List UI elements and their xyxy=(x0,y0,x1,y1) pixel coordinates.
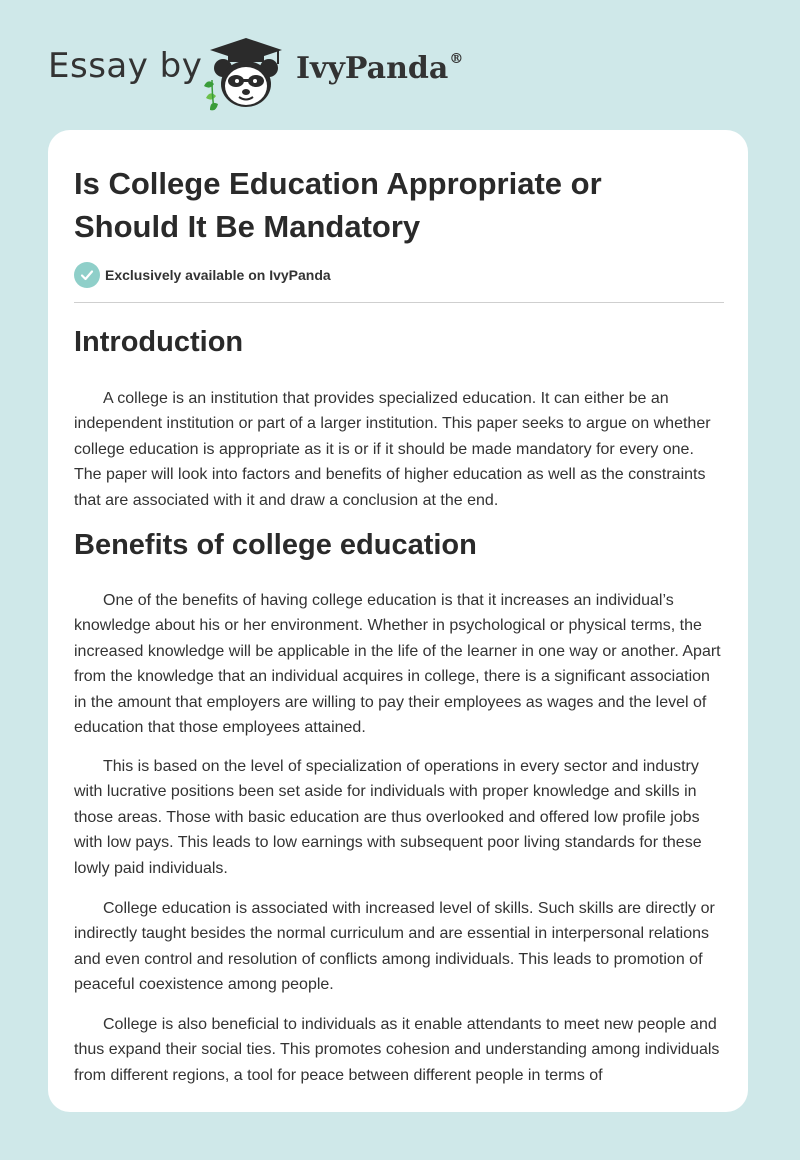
section-heading-benefits: Benefits of college education xyxy=(74,529,477,561)
paragraph: College education is associated with increased level of skills. Such skills are directly or indirectly taught besides the normal curriculum and are essential in interpersonal relations and even control and resolution of conflicts among individuals. This leads to promotion of peaceful coexistence among people. xyxy=(74,900,715,994)
exclusive-badge xyxy=(74,262,331,288)
ivypanda-logo-icon[interactable] xyxy=(198,34,294,112)
brand-name[interactable]: IvyPanda® xyxy=(296,51,464,86)
paragraph: One of the benefits of having college education is that it increases an individual’s knowledge about his or her environment. Whether in psychological or physical terms, the increased knowledge will be applicable in the life of the learner in one way or another. Apart from the knowledge that an individual acquires in college, there is a significant association in the amount that employers are willing to pay their employees as wages and the level of education that those employees attained. xyxy=(74,592,721,737)
paragraph: This is based on the level of specialization of operations in every sector and industry with lucrative positions been set aside for individuals with proper knowledge and skills in those areas. Those with basic education are thus overlooked and offered low profile jobs with low pays. This leads to low earnings with subsequent poor living standards for these lowly paid individuals. xyxy=(74,758,702,877)
paragraph: A college is an institution that provides specialized education. It can either be an independent institution or part of a larger institution. This paper seeks to argue on whether college education is appropriate as it is or if it should be made mandatory for every one. The paper will look into factors and benefits of higher education as well as the constraints that are associated with it and draw a conclusion at the end. xyxy=(74,390,711,509)
article-card xyxy=(48,130,748,1112)
page-title: Is College Education Appropriate or Should It Be Mandatory xyxy=(74,166,602,244)
section-heading-introduction: Introduction xyxy=(74,326,244,358)
exclusive-text: Exclusively available on IvyPanda xyxy=(105,267,331,283)
essay-by-label: Essay by xyxy=(48,46,203,86)
check-icon xyxy=(74,262,100,288)
header xyxy=(0,0,800,120)
registered-mark: ® xyxy=(449,51,464,67)
paragraph: College is also beneficial to individuals as it enable attendants to meet new people and thus expand their social ties. This promotes cohesion and understanding among individuals from different regions, a tool for peace between different people in terms of xyxy=(74,1016,720,1084)
divider xyxy=(74,302,724,303)
